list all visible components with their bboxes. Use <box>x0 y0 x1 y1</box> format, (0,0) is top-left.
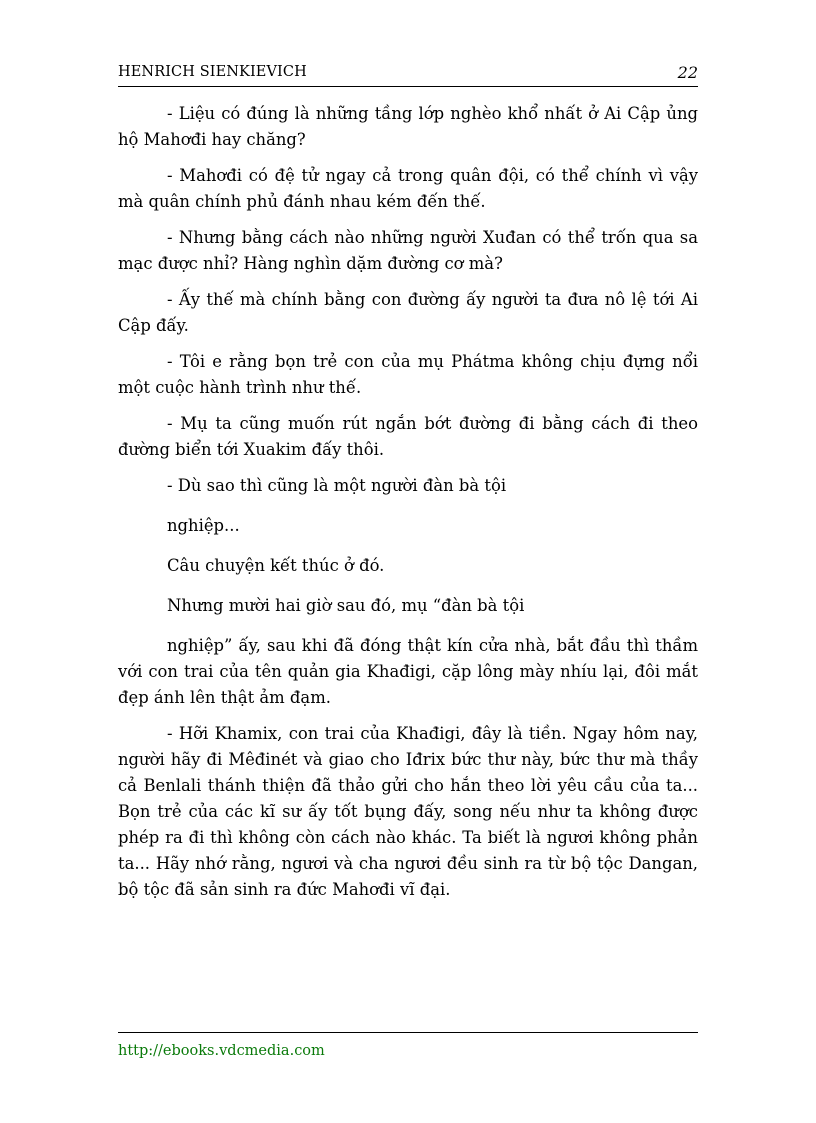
paragraph: - Liệu có đúng là những tầng lớp nghèo khổ nhất ở Ai Cập ủng hộ Mahơđi hay chăng? <box>118 104 698 149</box>
footer-link[interactable]: http://ebooks.vdcmedia.com <box>118 1043 325 1059</box>
paragraph: - Hỡi Khamix, con trai của Khađigi, đây là tiền. Ngay hôm nay, người hãy đi Mêđinét và giao cho Iđrix bức thư này, bức thư mà thầy cả Benlali thánh thiện đã thảo gửi cho hắn theo lời yêu cầu của ta... Bọn trẻ của các kĩ sư ấy tốt bụng đấy, song nếu như ta không được phép ra đi thì không còn cách nào khác. Ta biết là ngươi không phản ta... Hãy nhớ rằng, ngươi và cha ngươi đều sinh ra từ bộ tộc Dangan, bộ tộc đã sản sinh ra đức Mahơđi vĩ đại. <box>118 724 698 899</box>
paragraph: - Ấy thế mà chính bằng con đường ấy người ta đưa nô lệ tới Ai Cập đấy. <box>118 290 698 335</box>
paragraph: nghiệp... <box>167 516 240 535</box>
header-author: HENRICH SIENKIEVICH <box>118 64 307 80</box>
running-header <box>118 64 698 87</box>
paragraph: Câu chuyện kết thúc ở đó. <box>167 556 385 575</box>
paragraph: - Mahơđi có đệ tử ngay cả trong quân đội, có thể chính vì vậy mà quân chính phủ đánh nhau kém đến thế. <box>118 166 698 211</box>
paragraph: - Nhưng bằng cách nào những người Xuđan có thể trốn qua sa mạc được nhỉ? Hàng nghìn dặm đường cơ mà? <box>118 228 698 273</box>
paragraph: - Mụ ta cũng muốn rút ngắn bớt đường đi bằng cách đi theo đường biển tới Xuakim đấy thôi. <box>118 414 698 459</box>
paragraph: Nhưng mười hai giờ sau đó, mụ “đàn bà tội <box>167 596 525 615</box>
paragraph: - Tôi e rằng bọn trẻ con của mụ Phátma không chịu đựng nổi một cuộc hành trình như thế. <box>118 352 698 397</box>
footer-divider <box>118 1032 698 1033</box>
body-text <box>118 101 698 913</box>
paragraph: nghiệp” ấy, sau khi đã đóng thật kín cửa nhà, bắt đầu thì thầm với con trai của tên quản gia Khađigi, cặp lông mày nhíu lại, đôi mắt đẹp ánh lên thật ảm đạm. <box>118 636 698 707</box>
page-number: 22 <box>677 63 698 82</box>
paragraph: - Dù sao thì cũng là một người đàn bà tội <box>167 476 507 495</box>
